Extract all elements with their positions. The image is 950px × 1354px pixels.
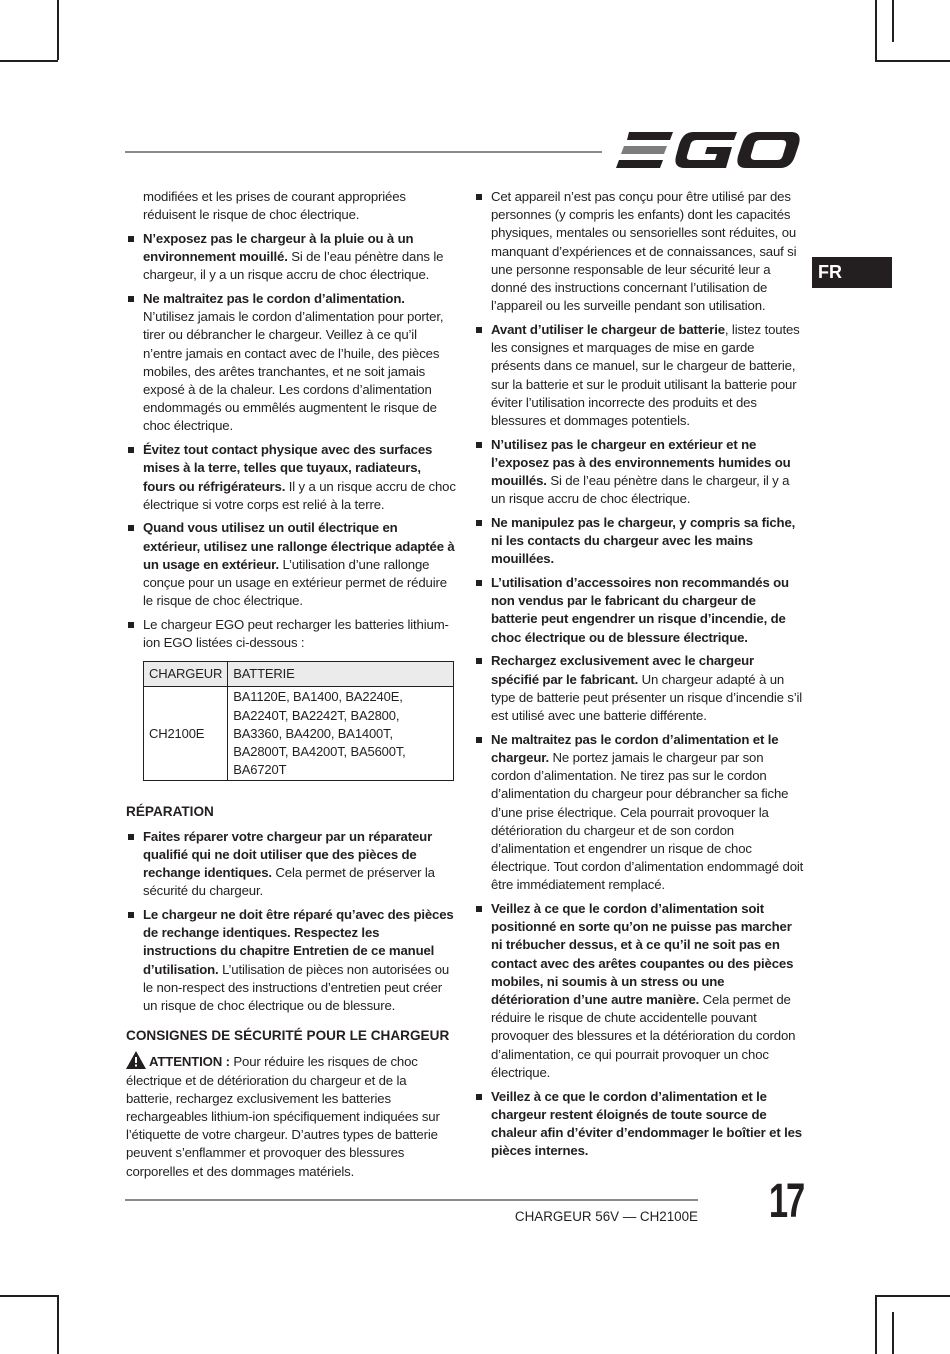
table-header-cell: CHARGEUR: [144, 662, 228, 687]
list-item: Le chargeur EGO peut recharger les batteries lithium-ion EGO listées ci-dessous :: [126, 616, 456, 652]
intro-paragraph: modifiées et les prises de courant appropriées réduisent le risque de choc électrique.: [143, 189, 406, 223]
section-heading-safety: CONSIGNES DE SÉCURITÉ POUR LE CHARGEUR: [126, 1028, 450, 1044]
crop-mark: [0, 60, 58, 62]
list-item: Rechargez exclusivement avec le chargeur spécifié par le fabricant. Un chargeur adapté à un type de batterie peut présenter un risque d’incendie s’il est utilisé avec une batterie différente.: [474, 652, 804, 725]
page-number: 17: [768, 1175, 803, 1228]
header-rule: [125, 151, 602, 153]
footer-rule: [125, 1199, 698, 1201]
crop-mark: [875, 0, 877, 60]
language-tab[interactable]: FR: [812, 257, 892, 288]
table-cell-model: CH2100E: [144, 687, 228, 781]
list-item: N’exposez pas le chargeur à la pluie ou à un environnement mouillé. Si de l’eau pénètre dans le chargeur, il y a un risque accru de choc électrique.: [126, 230, 456, 285]
crop-mark: [875, 60, 950, 62]
table-header-row: [144, 662, 454, 687]
table-row: [144, 687, 454, 781]
section-heading-repair: RÉPARATION: [126, 804, 214, 820]
crop-mark: [875, 1295, 877, 1354]
crop-mark: [892, 1312, 894, 1354]
list-item: Faites réparer votre chargeur par un réparateur qualifié qui ne doit utiliser que des pièces de rechange identiques. Cela permet de préserver la sécurité du chargeur.: [126, 828, 456, 901]
crop-mark: [57, 1295, 59, 1354]
list-item: Veillez à ce que le cordon d’alimentation et le chargeur restent éloignés de toute source de chaleur afin d’éviter d’endommager le boîtier et les pièces internes.: [474, 1088, 804, 1161]
list-item: Cet appareil n’est pas conçu pour être utilisé par des personnes (y compris les enfants) dont les capacités physiques, mentales ou sensorielles sont réduites, ou manquant d’expériences et de connaissances, sauf si une personne responsable de leur sécurité leur a donné des instructions concernant l’utilisation de l’appareil ou les surveille pendant son utilisation.: [474, 188, 804, 315]
ego-logo: [615, 128, 801, 172]
attention-paragraph: ATTENTION : Pour réduire les risques de choc électrique et de détérioration du chargeur et de la batterie, rechargez exclusivement les batteries rechargeables lithium-ion spécifiquement indiquées sur l’étiquette de votre chargeur. D’autres types de batterie peuvent s’enflammer et provoquer des blessures corporelles et des dommages matériels.: [126, 1051, 456, 1180]
attention-label: ATTENTION :: [149, 1054, 230, 1070]
list-item: Ne manipulez pas le chargeur, y compris sa fiche, ni les contacts du chargeur avec les mains mouillées.: [474, 514, 804, 569]
left-column: [126, 188, 456, 1181]
table-header-cell: BATTERIE: [228, 662, 454, 687]
list-item: Ne maltraitez pas le cordon d’alimentation. N’utilisez jamais le cordon d’alimentation pour porter, tirer ou débrancher le chargeur. Veillez à ce qu’il n’entre jamais en contact avec de l’huile, des pièces mobiles, des arêtes tranchantes, et ne soit jamais exposé à de la chaleur. Les cordons d’alimentation endommagés ou emmêlés augmentent le risque de choc électrique.: [126, 290, 456, 436]
footer-title: CHARGEUR 56V — CH2100E: [514, 1209, 698, 1224]
right-column: [474, 188, 804, 1166]
crop-mark: [57, 0, 59, 60]
warning-icon: [126, 1051, 146, 1069]
crop-mark: [892, 0, 894, 42]
list-item: Le chargeur ne doit être réparé qu’avec des pièces de rechange identiques. Respectez les instructions du chapitre Entretien de ce manuel d’utilisation. L’utilisation de pièces non autorisées ou le non-respect des instructions d’entretien peut créer un risque de choc électrique ou de blessure.: [126, 906, 456, 1015]
list-item: L’utilisation d’accessoires non recommandés ou non vendus par le fabricant du chargeur de batterie peut engendrer un risque d’incendie, de choc électrique ou de blessure électrique.: [474, 574, 804, 647]
list-item: N’utilisez pas le chargeur en extérieur et ne l’exposez pas à des environnements humides ou mouillés. Si de l’eau pénètre dans le chargeur, il y a un risque accru de choc électrique.: [474, 436, 804, 509]
crop-mark: [0, 1295, 58, 1297]
list-item: Veillez à ce que le cordon d’alimentation soit positionné en sorte qu’on ne puisse pas marcher ni trébucher dessus, et à ce qu’il ne soit pas en contact avec des arêtes coupantes ou des pièces mobiles, ni soumis à un stress ou une détérioration d’une autre manière. Cela permet de réduire le risque de chute accidentelle pouvant provoquer des blessures et la détérioration du cordon d’alimentation, ce qui pourrait provoquer un choc électrique.: [474, 900, 804, 1082]
list-item: Avant d’utiliser le chargeur de batterie, listez toutes les consignes et marquages de mise en garde présents dans ce manuel, sur le chargeur de batterie, sur la batterie et sur le produit utilisant la batterie pour éviter l’utilisation incorrecte des produits et des blessures et dommages potentiels.: [474, 321, 804, 430]
list-item: Évitez tout contact physique avec des surfaces mises à la terre, telles que tuyaux, radiateurs, fours ou réfrigérateurs. Il y a un risque accru de choc électrique si votre corps est relié à la terre.: [126, 441, 456, 514]
list-item: Ne maltraitez pas le cordon d’alimentation et le chargeur. Ne portez jamais le chargeur par son cordon d’alimentation. Ne tirez pas sur le cordon d’alimentation du chargeur pour débrancher sa fiche d’une prise électrique. Cela pourrait provoquer la détérioration du chargeur et de son cordon d’alimentation et engendrer un risque de choc électrique. Tout cordon d’alimentation endommagé doit être immédiatement remplacé.: [474, 731, 804, 895]
crop-mark: [875, 1295, 950, 1297]
list-item: Quand vous utilisez un outil électrique en extérieur, utilisez une rallonge électrique adaptée à un usage en extérieur. L’utilisation d’une rallonge conçue pour un usage en extérieur permet de réduire le risque de choc électrique.: [126, 519, 456, 610]
battery-compatibility-table: [143, 661, 454, 781]
table-cell-batteries: BA1120E, BA1400, BA2240E, BA2240T, BA2242T, BA2800, BA3360, BA4200, BA1400T, BA2800T, BA4200T, BA5600T, BA6720T: [228, 687, 454, 781]
